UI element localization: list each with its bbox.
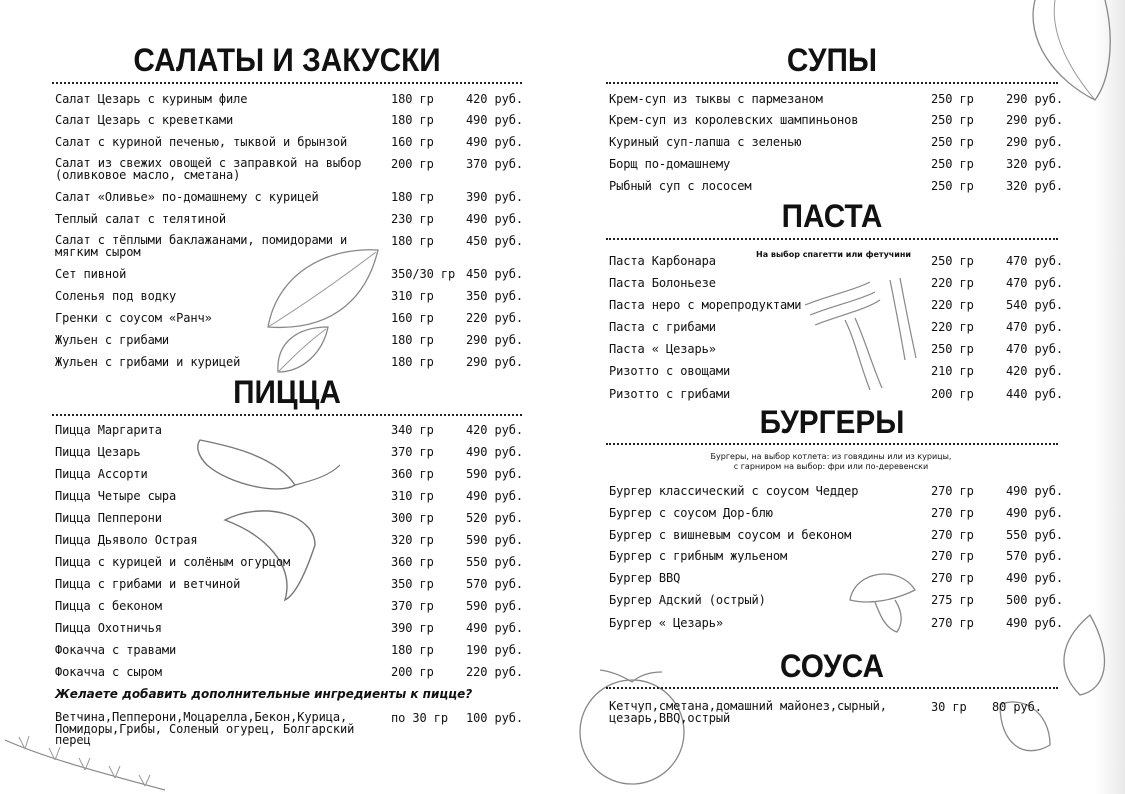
menu-item-name: Ризотто с грибами (609, 387, 731, 401)
menu-item-name: Пицца с беконом (55, 599, 162, 613)
menu-item-name: Пицца с грибами и ветчиной (55, 577, 241, 591)
menu-item-name: Пицца Дьяволо Острая (55, 533, 198, 547)
menu-item-name: Бургер Адский (острый) (609, 593, 766, 607)
menu-item-price: 490 руб. (1006, 506, 1063, 520)
menu-item-weight: 270 гр (931, 506, 974, 520)
menu-item-price: 80 руб. (992, 700, 1042, 714)
menu-item-name: Салат с куриной печенью, тыквой и брынзой (55, 135, 348, 149)
menu-item-price: 350 руб. (466, 289, 523, 303)
menu-item-price: 420 руб. (466, 92, 523, 106)
menu-item-weight: 220 гр (931, 320, 974, 334)
menu-item-name: Теплый салат с телятиной (55, 212, 226, 226)
extras-question: Желаете добавить дополнительные ингредиенты к пицце? (55, 687, 473, 701)
menu-item-price: 490 руб. (466, 113, 523, 127)
menu-item-name: Пицца Маргарита (55, 423, 162, 437)
menu-item-weight: 250 гр (931, 342, 974, 356)
menu-item-price: 320 руб. (1006, 157, 1063, 171)
menu-item-weight: 160 гр (391, 311, 434, 325)
menu-item-name: Пицца Пепперони (55, 511, 162, 525)
menu-item-name: Бургер классический с соусом Чеддер (609, 484, 859, 498)
menu-item-price: 470 руб. (1006, 342, 1063, 356)
extras-name: Ветчина,Пепперони,Моцарелла,Бекон,Курица, Помидоры,Грибы, Соленый огурец, Болгарский перец (55, 710, 355, 747)
menu-item-weight: 270 гр (931, 528, 974, 542)
menu-item-name: Пицца Четыре сыра (55, 489, 177, 503)
sauces-title: СОУСА (780, 648, 884, 684)
menu-item-name: Крем-суп из тыквы с пармезаном (609, 92, 823, 106)
pasta-note: На выбор спагетти или фетучини (756, 250, 912, 259)
menu-item-weight: 250 гр (931, 135, 974, 149)
menu-item-weight: 310 гр (391, 289, 434, 303)
menu-item-name: Фокачча с сыром (55, 665, 162, 679)
salads-divider (52, 82, 522, 84)
menu-item-name: Паста с грибами (609, 320, 716, 334)
menu-item-price: 570 руб. (1006, 549, 1063, 563)
burgers-divider (606, 443, 1058, 445)
mushroom-illustration (845, 560, 935, 640)
pizza-title: ПИЦЦА (233, 374, 341, 410)
menu-item-weight: 310 гр (391, 489, 434, 503)
menu-item-price: 590 руб. (466, 599, 523, 613)
menu-item-name: Салат Цезарь с куриным филе (55, 92, 248, 106)
menu-item-weight: 250 гр (931, 254, 974, 268)
menu-item-weight: 270 гр (931, 616, 974, 630)
menu-item-weight: 200 гр (391, 157, 434, 171)
menu-item-name: Бургер BBQ (609, 571, 681, 585)
burgers-note-line2: с гарниром на выбор: фри или по-деревенски (733, 461, 929, 471)
menu-item-name: Бургер с соусом Дор-блю (609, 506, 773, 520)
menu-item-weight: 30 гр (931, 700, 967, 714)
menu-item-weight: 180 гр (391, 355, 434, 369)
menu-item-name: Ризотто с овощами (609, 364, 731, 378)
menu-item-price: 490 руб. (466, 445, 523, 459)
menu-item-name: Паста « Цезарь» (609, 342, 716, 356)
menu-item-price: 590 руб. (466, 533, 523, 547)
menu-item-weight: 390 гр (391, 621, 434, 635)
menu-item-weight: 350 гр (391, 577, 434, 591)
menu-item-price: 490 руб. (466, 621, 523, 635)
menu-item-price: 290 руб. (466, 355, 523, 369)
menu-item-weight: 360 гр (391, 467, 434, 481)
menu-item-weight: 160 гр (391, 135, 434, 149)
menu-item-name: Пицца Охотничья (55, 621, 162, 635)
soups-divider (606, 82, 1058, 84)
menu-item-weight: 270 гр (931, 549, 974, 563)
menu-item-weight: 360 гр (391, 555, 434, 569)
menu-item-price: 490 руб. (1006, 616, 1063, 630)
menu-item-weight: 250 гр (931, 179, 974, 193)
menu-item-weight: 200 гр (391, 665, 434, 679)
salads-title: САЛАТЫ И ЗАКУСКИ (133, 42, 441, 78)
menu-item-weight: 370 гр (391, 445, 434, 459)
menu-item-name: Соленья под водку (55, 289, 177, 303)
extras-price: 100 руб. (466, 711, 523, 725)
menu-item-name: Салат с тёплыми баклажанами, помидорами и мягким сыром (55, 233, 348, 259)
pizza-divider (52, 414, 522, 416)
menu-item-price: 470 руб. (1006, 276, 1063, 290)
menu-item-name: Рыбный суп с лососем (609, 179, 752, 193)
menu-item-weight: 350/30 гр (391, 267, 456, 281)
sauces-divider (606, 687, 1058, 689)
menu-item-price: 520 руб. (466, 511, 523, 525)
menu-item-weight: 180 гр (391, 113, 434, 127)
menu-item-price: 220 руб. (466, 665, 523, 679)
menu-item-price: 490 руб. (466, 135, 523, 149)
menu-item-weight: 320 гр (391, 533, 434, 547)
menu-item-price: 220 руб. (466, 311, 523, 325)
menu-item-price: 190 руб. (466, 643, 523, 657)
menu-item-price: 470 руб. (1006, 320, 1063, 334)
menu-item-price: 550 руб. (1006, 528, 1063, 542)
menu-item-name: Жульен с грибами (55, 333, 169, 347)
menu-item-name: Салат из свежих овощей с заправкой на выбор (оливковое масло, сметана) (55, 156, 362, 182)
menu-item-price: 320 руб. (1006, 179, 1063, 193)
menu-item-weight: 275 гр (931, 593, 974, 607)
menu-item-name: Паста Карбонара (609, 254, 716, 268)
fusilli-pasta-illustration (800, 270, 925, 400)
menu-item-price: 390 руб. (466, 190, 523, 204)
menu-item-price: 450 руб. (466, 234, 523, 248)
menu-item-weight: 200 гр (931, 387, 974, 401)
menu-item-name: Жульен с грибами и курицей (55, 355, 241, 369)
menu-item-price: 590 руб. (466, 467, 523, 481)
menu-item-name: Салат «Оливье» по-домашнему с курицей (55, 190, 319, 204)
menu-item-name: Паста неро с морепродуктами (609, 298, 802, 312)
menu-item-weight: 300 гр (391, 511, 434, 525)
menu-item-name: Пицца с курицей и солёным огурцом (55, 555, 291, 569)
burgers-title: БУРГЕРЫ (759, 404, 905, 440)
menu-item-price: 500 руб. (1006, 593, 1063, 607)
pasta-divider (606, 238, 1058, 240)
menu-item-name: Крем-суп из королевских шампиньонов (609, 113, 859, 127)
menu-item-name: Паста Болоньезе (609, 276, 716, 290)
menu-item-name: Пицца Ассорти (55, 467, 148, 481)
pasta-title: ПАСТА (781, 198, 883, 234)
menu-item-weight: 180 гр (391, 190, 434, 204)
menu-item-price: 290 руб. (466, 333, 523, 347)
menu-item-weight: 210 гр (931, 364, 974, 378)
menu-item-weight: 180 гр (391, 333, 434, 347)
menu-item-weight: 180 гр (391, 234, 434, 248)
menu-item-weight: 270 гр (931, 484, 974, 498)
menu-item-weight: 340 гр (391, 423, 434, 437)
extras-weight: по 30 гр (391, 711, 448, 725)
menu-item-price: 490 руб. (1006, 571, 1063, 585)
menu-item-name: Борщ по-домашнему (609, 157, 731, 171)
menu-item-weight: 220 гр (931, 298, 974, 312)
menu-item-weight: 220 гр (931, 276, 974, 290)
menu-item-price: 470 руб. (1006, 254, 1063, 268)
burgers-note (696, 452, 966, 471)
menu-item-name: Бургер с вишневым соусом и беконом (609, 528, 852, 542)
menu-item-price: 290 руб. (1006, 113, 1063, 127)
menu-item-price: 420 руб. (466, 423, 523, 437)
menu-item-price: 570 руб. (466, 577, 523, 591)
menu-item-weight: 250 гр (931, 157, 974, 171)
menu-item-price: 440 руб. (1006, 387, 1063, 401)
soups-title: СУПЫ (786, 42, 878, 78)
menu-item-price: 290 руб. (1006, 135, 1063, 149)
menu-item-name: Пицца Цезарь (55, 445, 141, 459)
menu-item-price: 490 руб. (1006, 484, 1063, 498)
menu-item-weight: 180 гр (391, 92, 434, 106)
menu-item-name: Салат Цезарь с креветками (55, 113, 234, 127)
menu-item-name: Бургер с грибным жульеном (609, 549, 788, 563)
menu-item-weight: 270 гр (931, 571, 974, 585)
menu-item-name: Сет пивной (55, 267, 127, 281)
menu-item-weight: 250 гр (931, 92, 974, 106)
menu-item-price: 290 руб. (1006, 92, 1063, 106)
menu-item-weight: 230 гр (391, 212, 434, 226)
menu-item-name: Кетчуп,сметана,домашний майонез,сырный, цезарь,BBQ,острый (609, 699, 887, 725)
menu-item-name: Бургер « Цезарь» (609, 616, 723, 630)
menu-item-weight: 370 гр (391, 599, 434, 613)
menu-item-weight: 180 гр (391, 643, 434, 657)
menu-item-name: Фокачча с травами (55, 643, 177, 657)
menu-item-price: 450 руб. (466, 267, 523, 281)
menu-item-price: 420 руб. (1006, 364, 1063, 378)
menu-item-price: 550 руб. (466, 555, 523, 569)
burgers-note-line1: Бургеры, на выбор котлета: из говядины или из курицы, (710, 452, 952, 461)
menu-item-price: 490 руб. (466, 489, 523, 503)
menu-item-weight: 250 гр (931, 113, 974, 127)
menu-item-name: Куриный суп-лапша с зеленью (609, 135, 802, 149)
menu-item-price: 370 руб. (466, 157, 523, 171)
menu-item-price: 540 руб. (1006, 298, 1063, 312)
menu-item-price: 490 руб. (466, 212, 523, 226)
menu-item-name: Гренки с соусом «Ранч» (55, 311, 212, 325)
